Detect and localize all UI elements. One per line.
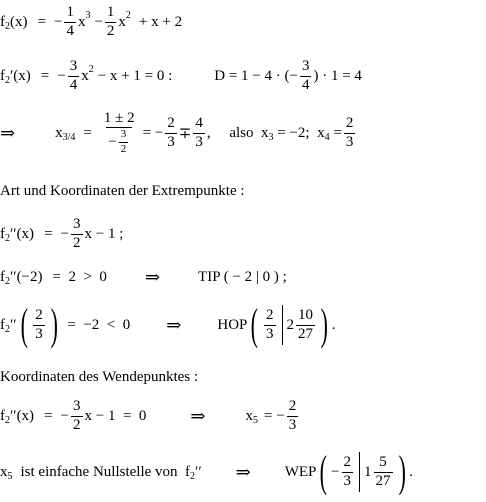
fraction: $\frac{3}{2}$ — [73, 397, 81, 433]
fraction: $\frac{3}{4}$ — [69, 57, 78, 93]
fraction: $\frac{2}{3}$ — [345, 114, 354, 150]
hop-label: HOP — [217, 316, 248, 333]
fraction: $\frac{5}{27}$ — [375, 453, 391, 489]
line-f2-definition: f 2 (x) = − $\frac{1}{4}$ x 3 − $\frac{1}{2}$ x 2 + x + 2 — [0, 3, 183, 39]
fraction: $\frac{4}{3}$ — [195, 114, 203, 150]
wep-label: WEP — [284, 463, 317, 480]
discriminant: D = 1 − 4 · (− — [214, 67, 298, 84]
heading-extrema: Art und Koordinaten der Extrempunkte : — [0, 182, 245, 199]
fraction: $\frac{2}{3}$ — [35, 306, 43, 342]
line-f2-first-derivative: f 2 ′(x) = − $\frac{3}{4}$ x 2 − x + 1 = 0 : D = 1 − 4 · (− $\frac{3}{4}$ ) · 1 = 4 — [0, 57, 362, 93]
fraction: $\frac{2}{3}$ — [167, 114, 175, 150]
fraction: $\frac{1}{2}$ — [106, 3, 115, 39]
line-tip: f 2 ′′(−2) = 2 > 0 ⇒ TIP ( − 2 | 0 ) ; — [0, 266, 287, 287]
f-symbol: f — [0, 13, 5, 30]
implies-arrow: ⇒ — [0, 122, 16, 143]
implies-arrow: ⇒ — [235, 461, 251, 482]
implies-arrow: ⇒ — [166, 314, 182, 335]
fraction: $\frac{10}{27}$ — [298, 306, 314, 342]
fraction: $\frac{2}{3}$ — [288, 397, 297, 433]
heading-inflection: Koordinaten des Wendepunktes : — [0, 368, 199, 385]
tip-point: TIP ( − 2 | 0 ) ; — [198, 268, 287, 285]
line-roots: ⇒ x 3/4 = 1 ± 2 − $\frac{3}{2}$ = − $\frac{2}{3}$ ∓ $\frac{4}{3}$ , also x 3 = −2; x 4 = $\frac{2}{3}$ — [0, 109, 354, 155]
fraction: $\frac{3}{2}$ — [73, 215, 81, 251]
fraction: $\frac{2}{3}$ — [343, 453, 351, 489]
fraction: $\frac{1}{4}$ — [66, 3, 74, 39]
line-inflection-equation: f 2 ′′(x) = − $\frac{3}{2}$ x − 1 = 0 ⇒ x 5 = − $\frac{2}{3}$ — [0, 397, 297, 433]
implies-arrow: ⇒ — [190, 405, 206, 426]
line-wep: x 5 ist einfache Nullstelle von f 2 ′′ ⇒ WEP ( − $\frac{2}{3}$ 1 $\frac{5}{27}$ ) . — [0, 447, 413, 497]
line-hop: f 2 ′′ ( $\frac{2}{3}$ ) = −2 < 0 ⇒ HOP ( $\frac{2}{3}$ 2 $\frac{10}{27}$ ) . — [0, 300, 336, 350]
implies-arrow: ⇒ — [144, 266, 161, 287]
fraction: $\frac{3}{4}$ — [301, 57, 310, 93]
fraction: $\frac{2}{3}$ — [266, 306, 274, 342]
line-f2-second-derivative: f 2 ′′(x) = − $\frac{3}{2}$ x − 1 ; — [0, 215, 124, 251]
fraction: 1 ± 2 − $\frac{3}{2}$ — [103, 109, 135, 155]
